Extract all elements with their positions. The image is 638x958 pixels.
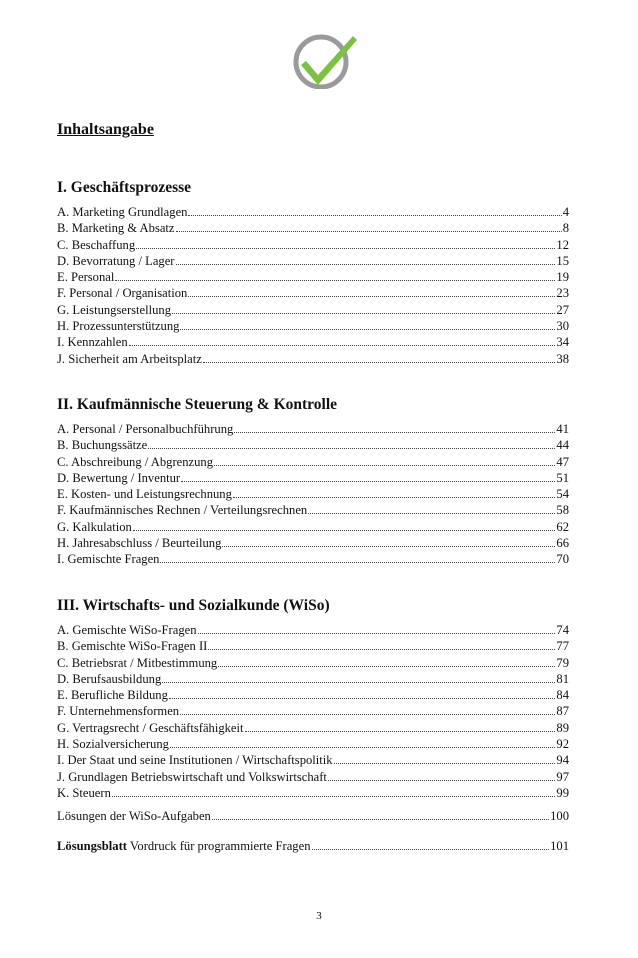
toc-entry[interactable] [57,318,569,334]
toc-entry[interactable] [57,655,569,671]
toc-entry-page: 15 [556,253,569,268]
toc-entry-label: J. Grundlagen Betriebswirtschaft und Volkswirtschaft [57,769,327,784]
toc-entry[interactable] [57,470,569,486]
toc-entry-page: 34 [556,335,569,350]
toc-entry[interactable] [57,687,569,703]
toc-entry-page: 84 [556,688,569,703]
dot-leader [181,471,555,482]
toc-entry-label: H. Prozessunterstützung [57,319,180,334]
toc-entry-label [57,838,311,854]
toc-entry[interactable] [57,253,569,269]
toc-entry[interactable] [57,237,569,253]
dot-leader [169,688,556,699]
toc-entry-page: 92 [556,737,569,752]
dot-leader [334,753,556,764]
toc-entry-page: 70 [556,552,569,567]
toc-solutions [57,808,569,824]
toc-entry[interactable] [57,622,569,638]
toc-entry[interactable] [57,736,569,752]
toc-section-wiso [57,595,569,801]
section-title: II. Kaufmännische Steuerung & Kontrolle [57,396,338,413]
toc-entry-label: E. Personal [57,270,115,285]
toc-entry[interactable] [57,785,569,801]
answer-sheet-label: Vordruck für programmierte Fragen [129,839,311,853]
toc-section-kaufmaennische-steuerung [57,394,569,568]
dot-leader [172,303,555,314]
toc-entry[interactable] [57,269,569,285]
toc-entry-label: A. Gemischte WiSo-Fragen [57,623,197,637]
dot-leader [218,656,555,667]
toc-entry-label: D. Bevorratung / Lager [57,253,175,268]
toc-entry-label: G. Vertragsrecht / Geschäftsfähigkeit [57,720,244,735]
toc-entry-page: 100 [550,809,569,823]
section-title: III. Wirtschafts- und Sozialkunde (WiSo) [57,597,330,614]
toc-entry[interactable] [57,551,569,567]
toc-entry-label: Lösungen der WiSo-Aufgaben [57,809,211,823]
toc-entry-label: B. Buchungssätze [57,438,148,453]
toc-entry-label: I. Gemischte Fragen [57,552,160,567]
toc-entry-label: A. Personal / Personalbuchführung [57,422,234,436]
toc-entry-page: 99 [556,785,569,800]
toc-entry-label: E. Kosten- und Leistungsrechnung [57,487,232,502]
toc-entry-label: D. Bewertung / Inventur [57,470,181,485]
toc-entry-page: 47 [556,454,569,469]
toc-entry-label: D. Berufsausbildung [57,671,162,686]
toc-entry-label: I. Der Staat und seine Institutionen / Wirtschaftspolitik [57,753,333,768]
toc-entry-label: G. Kalkulation [57,519,132,534]
toc-entry[interactable] [57,703,569,719]
toc-entry-page: 74 [556,623,569,637]
toc-entry-page: 30 [556,319,569,334]
toc-entry-label: F. Personal / Organisation [57,286,188,301]
toc-entry-label: F. Unternehmensformen [57,704,180,719]
toc-entry-page: 97 [556,769,569,784]
toc-entry[interactable] [57,638,569,654]
answer-sheet-bold-label: Lösungsblatt [57,839,127,853]
toc-entry-page: 4 [562,205,569,219]
toc-list [57,204,569,367]
dot-leader [180,319,555,330]
section-title: I. Geschäftsprozesse [57,179,192,196]
dot-leader [136,238,555,249]
toc-entry-page: 58 [556,503,569,518]
toc-entry-answer-sheet[interactable] [57,838,569,854]
toc-entry-page: 94 [556,753,569,768]
toc-entry-page: 81 [556,671,569,686]
toc-list [57,622,569,801]
toc-entry[interactable] [57,285,569,301]
dot-leader [212,809,549,820]
toc-section-geschaeftsprozesse [57,177,569,367]
dot-leader [160,552,555,563]
dot-leader [208,639,555,650]
dot-leader [328,770,556,781]
toc-entry[interactable] [57,671,569,687]
page-number: 3 [316,910,322,922]
toc-entry[interactable] [57,454,569,470]
dot-leader [115,270,555,281]
dot-leader [129,335,556,346]
dot-leader [170,737,555,748]
toc-entry-label: H. Jahresabschluss / Beurteilung [57,536,222,551]
toc-entry-page: 51 [556,470,569,485]
dot-leader [245,721,556,732]
dot-leader [198,623,556,634]
toc-entry-page: 8 [562,221,569,236]
toc-entry-page: 44 [556,438,569,453]
toc-entry-label: G. Leistungserstellung [57,302,172,317]
toc-entry[interactable] [57,437,569,453]
dot-leader [180,704,555,715]
toc-entry[interactable] [57,720,569,736]
toc-entry-page: 79 [556,655,569,670]
dot-leader [133,520,556,531]
toc-entry[interactable] [57,220,569,236]
dot-leader [312,839,550,850]
toc-entry-label: C. Beschaffung [57,237,136,252]
toc-entry-page: 38 [556,351,569,366]
toc-entry[interactable] [57,302,569,318]
toc-entry-label: E. Berufliche Bildung [57,688,168,703]
dot-leader [176,254,556,265]
toc-entry-page: 101 [550,839,569,853]
dot-leader [112,786,556,797]
toc-entry-page: 66 [556,536,569,551]
dot-leader [308,503,555,514]
toc-entry-label: K. Steuern [57,785,111,800]
toc-entry-page: 12 [556,237,569,252]
toc-entry-label: F. Kaufmännisches Rechnen / Verteilungsrechnen [57,503,308,518]
toc-entry-page: 27 [556,302,569,317]
toc-entry-label: B. Marketing & Absatz [57,221,175,236]
toc-entry[interactable] [57,334,569,350]
toc-entry-label: A. Marketing Grundlagen [57,205,188,219]
toc-entry[interactable] [57,204,569,220]
toc-entry-solutions[interactable] [57,808,569,824]
toc-entry[interactable] [57,535,569,551]
toc-entry-label: C. Betriebsrat / Mitbestimmung [57,655,218,670]
toc-entry[interactable] [57,486,569,502]
toc-entry-page: 77 [556,639,569,654]
dot-leader [203,352,556,363]
toc-entry-page: 41 [556,422,569,436]
dot-leader [176,221,562,232]
page-title: Inhaltsangabe [57,121,154,138]
dot-leader [233,487,556,498]
toc-entry[interactable] [57,502,569,518]
dot-leader [188,286,555,297]
toc-entry-label: J. Sicherheit am Arbeitsplatz [57,351,202,366]
toc-entry-label: H. Sozialversicherung [57,737,169,752]
toc-entry[interactable] [57,421,569,437]
toc-entry-page: 23 [556,286,569,301]
toc-entry-label: C. Abschreibung / Abgrenzung [57,454,214,469]
dot-leader [222,536,555,547]
toc-entry-page: 19 [556,270,569,285]
toc-entry-page: 54 [556,487,569,502]
toc-entry-page: 87 [556,704,569,719]
toc-entry-page: 62 [556,519,569,534]
toc-answer-sheet [57,838,569,854]
toc-entry[interactable] [57,769,569,785]
toc-entry[interactable] [57,351,569,367]
toc-entry-page: 89 [556,720,569,735]
toc-entry-label: B. Gemischte WiSo-Fragen II [57,639,208,654]
toc-entry-label: I. Kennzahlen [57,335,128,350]
dot-leader [214,455,555,466]
dot-leader [162,672,555,683]
dot-leader [188,205,561,216]
dot-leader [234,422,555,433]
toc-entry[interactable] [57,752,569,768]
toc-entry[interactable] [57,519,569,535]
toc-list [57,421,569,568]
dot-leader [148,438,555,449]
checkmark-logo-icon [291,31,361,89]
